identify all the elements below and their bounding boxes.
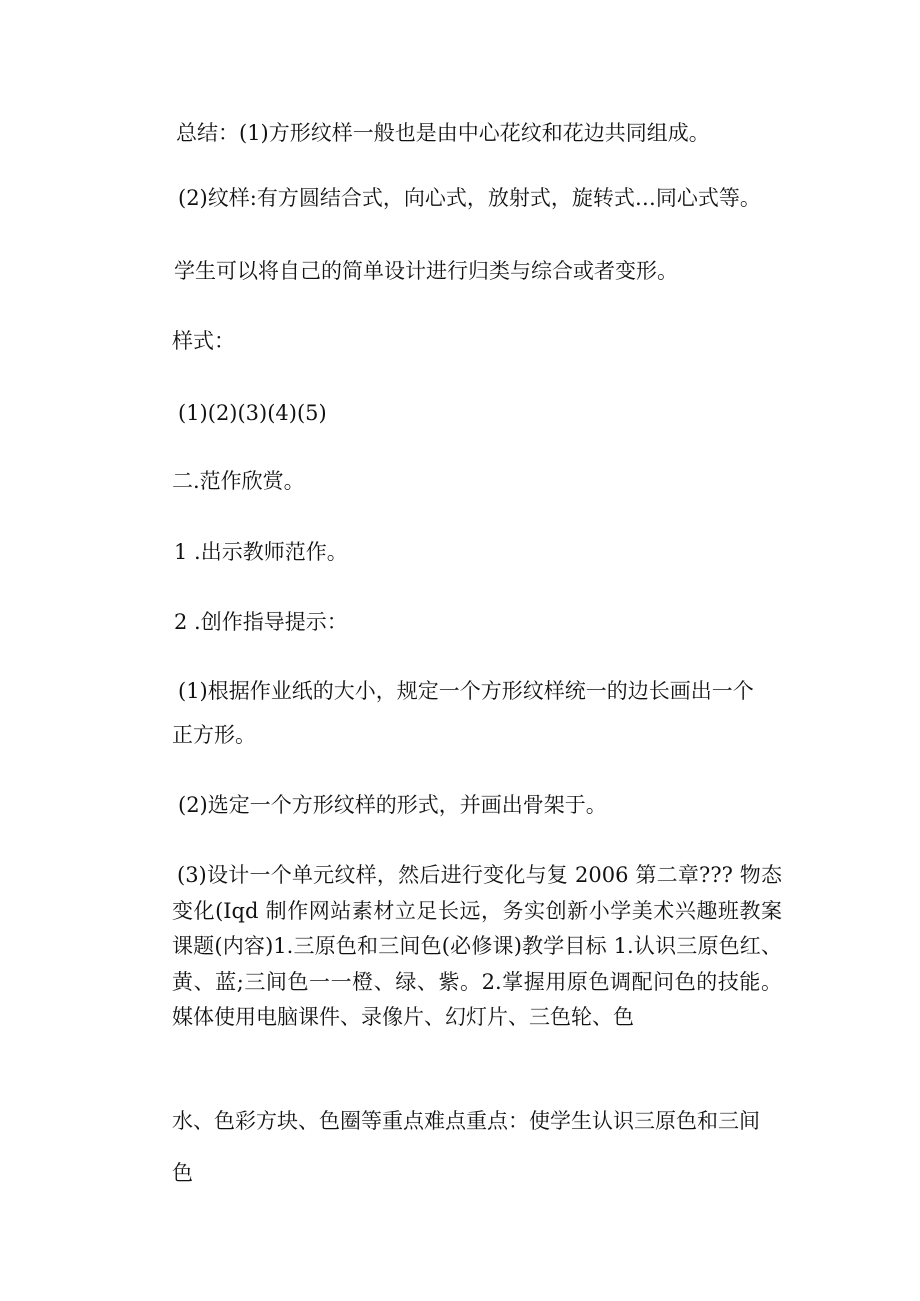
styles-list: (1)(2)(3)(4)(5): [178, 401, 327, 425]
step-2-line: 2 .创作指导提示：: [174, 610, 348, 634]
section-heading-2: 二.范作欣赏。: [172, 469, 305, 493]
summary-line-1: 总结：(1)方形纹样一般也是由中心花纹和花边共同组成。: [176, 121, 710, 145]
student-design-line: 学生可以将自己的简单设计进行归类与综合或者变形。: [174, 259, 678, 283]
guide-point-1-line-2: 正方形。: [172, 723, 256, 747]
guide-point-2-line: (2)选定一个方形纹样的形式，并画出骨架于。: [178, 793, 607, 817]
guide-point-3-paragraph: (3)设计一个单元纹样，然后进行变化与复 2006 第二章??? 物态变化(Iqd 制作网站素材立足长远，务实创新小学美术兴趣班教案课题(内容)1.三原色和三间色(必修课)教学目标 1.认识三原色红、黄、蓝;三间色一一橙、绿、紫。2.掌握用原色调配问色的技能。媒体使用电脑课件、录像片、幻灯片、三色轮、色: [172, 863, 782, 1030]
guide-point-1-line-1: (1)根据作业纸的大小，规定一个方形纹样统一的边长画出一个: [178, 679, 754, 703]
tail-line-2: 色: [172, 1161, 193, 1185]
styles-label: 样式：: [172, 329, 235, 353]
step-1-line: 1 .出示教师范作。: [174, 540, 348, 564]
summary-line-2: (2)纹样:有方圆结合式，向心式，放射式，旋转式…同心式等。: [178, 186, 761, 210]
tail-line-1: 水、色彩方块、色圈等重点难点重点：使学生认识三原色和三间: [172, 1109, 760, 1133]
